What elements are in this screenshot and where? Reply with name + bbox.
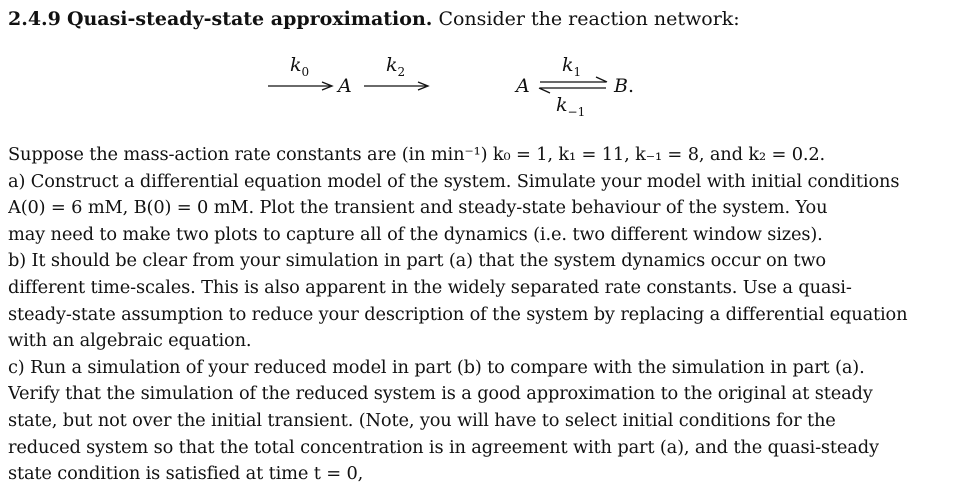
body-line-10: Verify that the simulation of the reduced system is a good approximation to the original at steady <box>8 383 873 405</box>
problem-heading <box>8 6 740 32</box>
species-a-right: A <box>516 75 530 97</box>
body-line-3: A(0) = 6 mM, B(0) = 0 mM. Plot the transient and steady-state behaviour of the system. You <box>8 197 828 219</box>
arrow-forward-head <box>596 77 607 82</box>
species-b: B. <box>614 75 635 97</box>
body-line-12: reduced system so that the total concentration is in agreement with part (a), and the quasi-steady <box>8 436 879 458</box>
problem-number: 2.4.9 <box>8 8 61 30</box>
body-line-1: Suppose the mass-action rate constants are (in min⁻¹) k₀ = 1, k₁ = 11, k₋₁ = 8, and k₂ = 0.2. <box>8 144 826 165</box>
body-line-11: state, but not over the initial transient. (Note, you will have to select initial conditions for the <box>8 410 836 431</box>
body-line-4: may need to make two plots to capture all of the dynamics (i.e. two different window sizes). <box>8 223 823 245</box>
body-line-5: b) It should be clear from your simulation in part (a) that the system dynamics occur on two <box>8 250 826 272</box>
rate-k0-label: $k_0$ <box>290 54 310 79</box>
problem-title: Quasi-steady-state approximation. <box>66 8 433 30</box>
reaction-arrows <box>0 44 958 124</box>
species-a-left: A <box>338 75 352 97</box>
reaction-scheme <box>0 44 958 124</box>
body-line-2: a) Construct a differential equation model of the system. Simulate your model with initial conditions <box>8 170 900 192</box>
body-line-13: state condition is satisfied at time t = 0, <box>8 463 364 485</box>
body-line-8: with an algebraic equation. <box>8 330 252 352</box>
rate-k2-label: $k_2$ <box>386 54 406 79</box>
body-line-9: c) Run a simulation of your reduced model in part (b) to compare with the simulation in part (a). <box>8 356 865 378</box>
body-line-7: steady-state assumption to reduce your description of the system by replacing a differential equation <box>8 303 908 325</box>
problem-lead-text: Consider the reaction network: <box>438 8 740 30</box>
body-line-6: different time-scales. This is also apparent in the widely separated rate constants. Use a quasi- <box>8 277 852 298</box>
rate-k1-label: $k_1$ <box>562 54 582 79</box>
arrow-reverse-head <box>539 88 550 93</box>
rate-k-minus1-label: $k_{-1}$ <box>556 94 586 119</box>
